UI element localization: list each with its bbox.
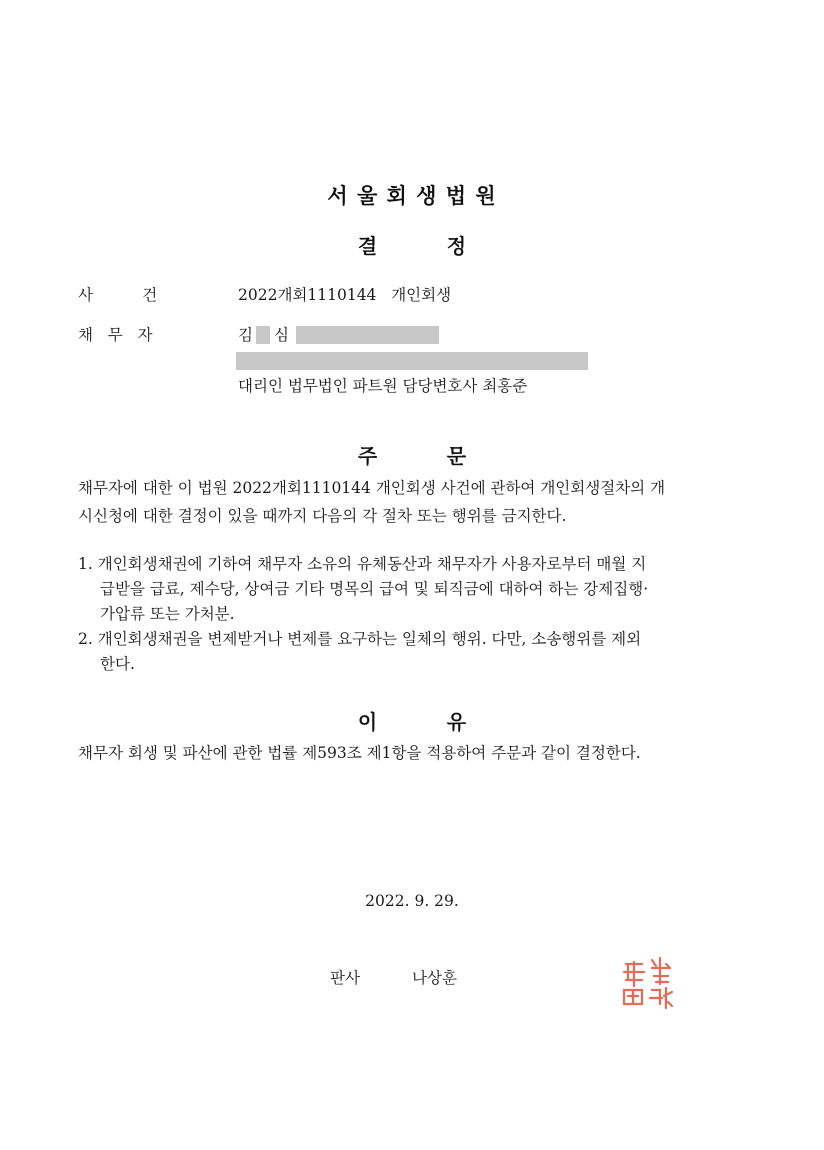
document-type: 결 정	[357, 234, 467, 258]
main-order-intro-line2: 시신청에 대한 결정이 있을 때까지 다음의 각 절차 또는 행위를 금지한다.	[78, 507, 567, 525]
judge-title: 판사	[330, 969, 360, 987]
judge-name: 나상훈	[412, 969, 457, 987]
case-number: 2022개회1110144 개인회생	[238, 286, 452, 304]
debtor-name-part2: 심	[274, 326, 289, 344]
decision-date: 2022. 9. 29.	[365, 892, 459, 910]
redaction-name	[256, 326, 270, 344]
reason-text: 채무자 회생 및 파산에 관한 법률 제593조 제1항을 적용하여 주문과 같이 결정한다.	[78, 744, 641, 762]
redaction-address	[236, 352, 588, 370]
order-item-2-line2: 한다.	[100, 655, 135, 673]
order-item-1-line3: 가압류 또는 가처분.	[100, 605, 235, 623]
redaction-residence	[296, 326, 439, 344]
reason-heading: 이 유	[357, 710, 467, 734]
debtor-name-part1: 김	[238, 326, 253, 344]
order-item-1-line1: 1. 개인회생채권에 기하여 채무자 소유의 유체동산과 채무자가 사용자로부터 매월 지	[78, 555, 647, 573]
debtor-label: 채 무 자	[78, 326, 153, 344]
main-order-intro-line1: 채무자에 대한 이 법원 2022개회1110144 개인회생 사건에 관하여 개인회생절차의 개	[78, 479, 666, 497]
judge-seal	[616, 952, 682, 1014]
case-label: 사 건	[78, 286, 158, 304]
order-item-2-line1: 2. 개인회생채권을 변제받거나 변제를 요구하는 일체의 행위. 다만, 소송행위를 제외	[78, 630, 642, 648]
debtor-agent: 대리인 법무법인 파트원 담당변호사 최홍준	[238, 377, 528, 395]
order-item-1-line2: 급받을 급료, 제수당, 상여금 기타 명목의 급여 및 퇴직금에 대하여 하는 강제집행·	[100, 580, 649, 598]
main-order-heading: 주 문	[357, 444, 467, 468]
court-name: 서 울 회 생 법 원	[327, 184, 497, 208]
